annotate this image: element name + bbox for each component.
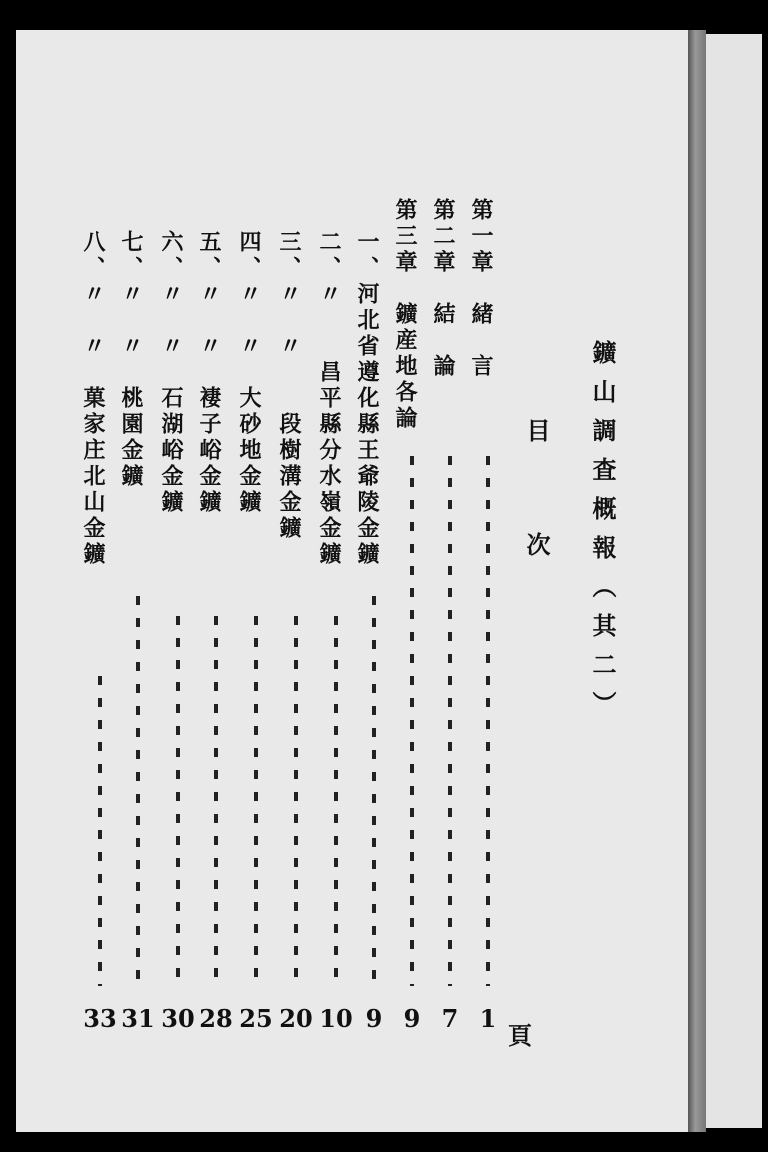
toc-entry-3-leader xyxy=(410,456,414,986)
toc-entry-9-leader xyxy=(176,616,180,986)
pages-column-label: 頁 xyxy=(508,1021,532,1050)
toc-entry-11-leader xyxy=(98,676,102,986)
toc-entry-11-page: 33 xyxy=(83,1004,117,1033)
toc-entry-6-leader xyxy=(294,616,298,986)
toc-entry-11-title: 八、〃 〃 菓家庄北山金鑛 xyxy=(80,230,106,568)
toc-entry-2-title: 第二章 結 論 xyxy=(430,198,456,380)
adjacent-page xyxy=(706,34,762,1128)
toc-entry-8-leader xyxy=(214,616,218,986)
toc-entry-4-title: 一、河北省遵化縣王爺陵金鑛 xyxy=(354,230,380,568)
toc-entry-4-leader xyxy=(372,596,376,986)
book-title: 鑛山調査概報（其二） xyxy=(588,340,617,730)
toc-entry-10-leader xyxy=(136,596,140,986)
toc-entry-9-title: 六、〃 〃 石湖峪金鑛 xyxy=(158,230,184,516)
toc-entry-2-page: 7 xyxy=(441,1004,459,1033)
toc-entry-7-title: 四、〃 〃 大砂地金鑛 xyxy=(236,230,262,516)
toc-entry-5-page: 10 xyxy=(319,1004,353,1033)
toc-entry-10-page: 31 xyxy=(121,1004,155,1033)
toc-entry-4-page: 9 xyxy=(365,1004,383,1033)
toc-entry-3-title: 第三章 鑛産地各論 xyxy=(392,198,418,432)
toc-entry-8-page: 28 xyxy=(199,1004,233,1033)
toc-entry-1-title: 第一章 緒 言 xyxy=(468,198,494,380)
toc-entry-1-leader xyxy=(486,456,490,986)
toc-entry-1-page: 1 xyxy=(479,1004,497,1033)
toc-entry-10-title: 七、〃 〃 桃園金鑛 xyxy=(118,230,144,490)
toc-entry-7-page: 25 xyxy=(239,1004,273,1033)
toc-heading: 目次 xyxy=(522,418,551,646)
toc-entry-8-title: 五、〃 〃 褄子峪金鑛 xyxy=(196,230,222,516)
toc-entry-6-title: 三、〃 〃 段樹溝金鑛 xyxy=(276,230,302,542)
toc-entry-6-page: 20 xyxy=(279,1004,313,1033)
toc-entry-5-title: 二、〃 昌平縣分水嶺金鑛 xyxy=(316,230,342,568)
toc-entry-5-leader xyxy=(334,616,338,986)
toc-entry-9-page: 30 xyxy=(161,1004,195,1033)
book-spine xyxy=(688,30,706,1132)
toc-entry-7-leader xyxy=(254,616,258,986)
toc-entry-2-leader xyxy=(448,456,452,986)
toc-entry-3-page: 9 xyxy=(403,1004,421,1033)
